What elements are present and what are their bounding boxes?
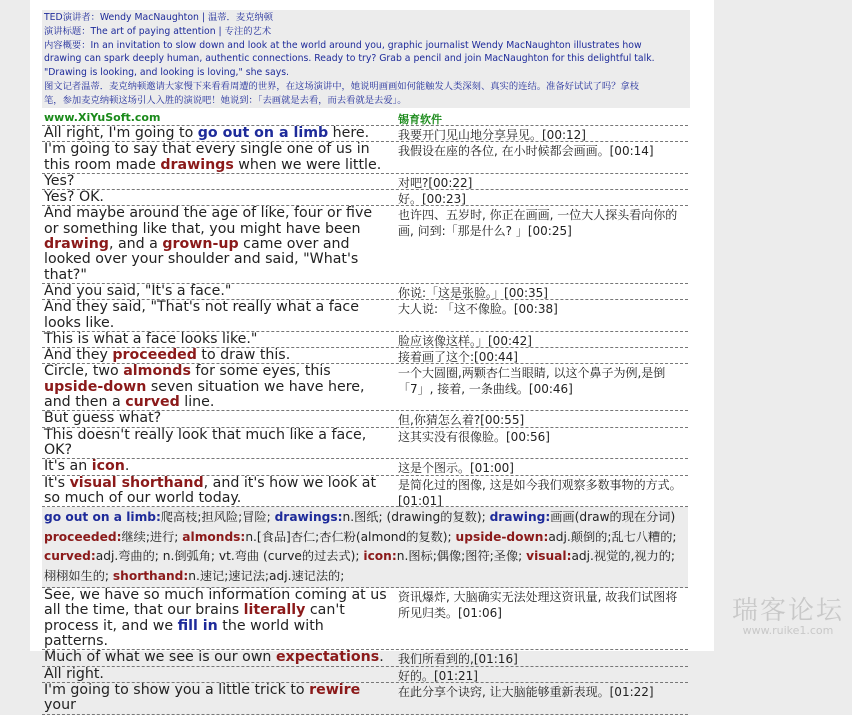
text-run: This doesn't really look that much like a face, OK? bbox=[44, 426, 367, 458]
keyword: upside-down bbox=[44, 378, 147, 395]
text-run: seven situation we have here, and then a bbox=[44, 378, 365, 411]
transcript-block-1 bbox=[42, 126, 688, 507]
keyword: shorthand: bbox=[112, 568, 189, 583]
chinese-line: 这是个图示。[01:00] bbox=[398, 461, 514, 476]
transcript-row bbox=[42, 126, 688, 142]
english-line bbox=[42, 206, 388, 282]
chinese-line: 也许四、五岁时, 你正在画画, 一位大人探头看向你的画, 问到:「那是什么? 」[00:25] bbox=[398, 208, 678, 239]
transcript-row bbox=[42, 650, 688, 666]
transcript-row bbox=[42, 300, 688, 332]
keyword: drawings: bbox=[274, 510, 343, 525]
keyword: drawing: bbox=[489, 510, 551, 525]
chinese-line: 是简化过的图像, 这是如今我们观察多数事物的方式。[01:01] bbox=[398, 477, 682, 508]
text-run: And they said, "That's not really what a face looks like. bbox=[44, 299, 359, 331]
watermark bbox=[732, 596, 844, 637]
chinese-line: 我假设在座的各位, 在小时候都会画画。[00:14] bbox=[398, 144, 654, 159]
english-line bbox=[42, 667, 388, 682]
chinese-line: 脸应该像这样。」[00:42] bbox=[398, 333, 532, 348]
text-run: I'm going to show you a little trick to bbox=[44, 681, 310, 698]
transcript-row bbox=[42, 588, 688, 650]
chinese-line: 好。[00:23] bbox=[398, 192, 466, 207]
text-run: here. bbox=[328, 125, 370, 141]
transcript-row bbox=[42, 190, 688, 206]
transcript-row bbox=[42, 206, 688, 283]
speaker-line: TED演讲者：Wendy MacNaughton | 温蒂．麦克纳顿 bbox=[44, 12, 274, 23]
text-run: your bbox=[44, 697, 76, 714]
text-run: All right. bbox=[44, 665, 104, 682]
english-line bbox=[42, 459, 388, 474]
text-run: adj.视觉的,视力的;栩栩如生的; bbox=[44, 549, 676, 583]
chinese-line: 我们所看到的,[01:16] bbox=[398, 652, 518, 667]
transcript-row bbox=[42, 174, 688, 190]
text-run: . bbox=[124, 458, 130, 475]
chinese-line: 资讯爆炸, 大脑确实无法处理这资讯量, 故我们试图将所见归类。[01:06] bbox=[398, 590, 678, 621]
english-line bbox=[42, 126, 388, 141]
text-run: 画画(draw的现在分词) bbox=[550, 510, 676, 525]
text-run: Yes? OK. bbox=[44, 189, 104, 206]
keyword: literally bbox=[243, 602, 306, 619]
english-line bbox=[42, 284, 388, 299]
keyword: drawings bbox=[160, 156, 234, 173]
transcript bbox=[42, 126, 688, 715]
site-link[interactable]: www.XiYuSoft.com bbox=[44, 111, 161, 124]
keyword: almonds: bbox=[182, 529, 246, 544]
text-run: the world with patterns. bbox=[44, 617, 324, 650]
transcript-row bbox=[42, 411, 688, 427]
english-line bbox=[42, 428, 388, 459]
keyword: go out on a limb bbox=[197, 125, 329, 141]
text-run: n.[食品]杏仁;杏仁粉(almond的复数); bbox=[245, 529, 456, 544]
transcript-row bbox=[42, 348, 688, 364]
transcript-row bbox=[42, 284, 688, 300]
transcript-row bbox=[42, 683, 688, 715]
text-run: See, we have so much information coming at us all the time, that our brains bbox=[44, 587, 387, 619]
keyword: go out on a limb: bbox=[44, 510, 161, 525]
text-run: . bbox=[379, 649, 384, 666]
text-run: , and a bbox=[108, 236, 163, 253]
keyword: visual shorthand bbox=[69, 474, 204, 491]
watermark-text: 瑞客论坛 bbox=[731, 596, 844, 626]
talk-info-header bbox=[42, 10, 690, 108]
english-line bbox=[42, 588, 388, 649]
text-run: to draw this. bbox=[196, 347, 291, 364]
text-run: And maybe around the age of like, four or five or something like that, you might have been bbox=[44, 205, 373, 237]
transcript-block-2 bbox=[42, 588, 688, 714]
keyword: almonds bbox=[123, 363, 191, 380]
document-page bbox=[30, 0, 714, 714]
english-line bbox=[42, 364, 388, 410]
text-run: came over and looked over your shoulder and said, "What's that?" bbox=[44, 236, 359, 283]
text-run: 继续;进行; bbox=[121, 529, 183, 544]
keyword: rewire bbox=[309, 681, 361, 698]
chinese-line: 我要开门见山地分享异见。[00:12] bbox=[398, 128, 586, 142]
text-run: , and it's how we look at so much of our world today. bbox=[44, 474, 377, 506]
transcript-row bbox=[42, 364, 688, 411]
keyword: icon bbox=[91, 458, 125, 475]
english-line bbox=[42, 650, 388, 665]
keyword: upside-down: bbox=[455, 529, 549, 544]
english-line bbox=[42, 174, 388, 189]
text-run: It's an bbox=[44, 458, 92, 475]
scrollbar-track[interactable] bbox=[714, 0, 730, 651]
chinese-line: 这其实没有很像脸。[00:56] bbox=[398, 429, 550, 444]
chinese-line: 接着画了这个:[00:44] bbox=[398, 350, 518, 365]
text-run: for some eyes, this bbox=[190, 363, 331, 380]
column-header bbox=[42, 110, 688, 126]
text-run: And you said, "It's a face." bbox=[44, 282, 232, 299]
text-run: n.速记;速记法;adj.速记法的; bbox=[188, 568, 345, 583]
text-run: can't process it, and we bbox=[44, 602, 345, 634]
english-line bbox=[42, 476, 388, 507]
keyword: fill in bbox=[177, 617, 218, 634]
keyword: icon: bbox=[363, 549, 397, 564]
english-line bbox=[42, 411, 388, 426]
text-run: adj.颠倒的;乱七八糟的; bbox=[548, 529, 677, 544]
chinese-line: 但,你猜怎么着?[00:55] bbox=[398, 413, 525, 428]
chinese-line: 你说:「这是张脸。」[00:35] bbox=[398, 285, 548, 300]
text-run: n.图标;偶像;图符;圣像; bbox=[396, 549, 527, 564]
brand-label: 锡育软件 bbox=[398, 113, 442, 126]
transcript-row bbox=[42, 332, 688, 348]
chinese-line: 大人说: 「这不像脸。[00:38] bbox=[398, 302, 558, 317]
text-run: And they bbox=[44, 347, 113, 364]
chinese-line: 好的。[01:21] bbox=[398, 668, 478, 683]
transcript-row bbox=[42, 142, 688, 174]
keyword: proceeded: bbox=[44, 529, 122, 544]
text-run: Much of what we see is our own bbox=[44, 649, 276, 666]
english-line bbox=[42, 142, 388, 173]
text-run: This is what a face looks like." bbox=[44, 330, 258, 347]
text-run: when we were little. bbox=[233, 156, 382, 173]
summary-line: drawing can spark deeply human, authentic connections. Ready to try? Grab a pencil and join MacNaughton for this delightful talk. bbox=[44, 53, 655, 65]
transcript-row bbox=[42, 459, 688, 475]
vocabulary-block bbox=[42, 507, 688, 588]
transcript-row bbox=[42, 428, 688, 460]
talk-title-line: 演讲标题：The art of paying attention | 专注的艺术 bbox=[44, 25, 272, 37]
english-line bbox=[42, 300, 388, 331]
keyword: drawing bbox=[44, 236, 109, 253]
watermark-url: www.ruike1.com bbox=[742, 624, 834, 637]
chinese-line: 一个大圆圈,两颗杏仁当眼睛, 以这个鼻子为例,是倒「7」, 接着, 一条曲线。[00:46] bbox=[398, 366, 666, 397]
summary-line: 内容概要：In an invitation to slow down and look at the world around you, graphic journalist Wendy MacNaughton illustrates how bbox=[44, 39, 642, 51]
text-run: adj.弯曲的; n.倒弧角; vt.弯曲 (curve的过去式); bbox=[95, 549, 364, 564]
text-run: n.图纸; (drawing的复数); bbox=[342, 510, 490, 525]
text-run: 爬高枝;担风险;冒险; bbox=[160, 510, 275, 525]
text-run: Circle, two bbox=[44, 363, 124, 380]
keyword: expectations bbox=[275, 649, 380, 666]
text-run: I'm going to say that every single one of us in this room made bbox=[44, 141, 370, 173]
text-run: Yes? bbox=[44, 172, 75, 189]
keyword: proceeded bbox=[112, 347, 197, 364]
summary-line: "Drawing is looking, and looking is loving," she says. bbox=[44, 67, 289, 79]
english-line bbox=[42, 190, 388, 205]
keyword: grown-up bbox=[162, 236, 239, 253]
chinese-line: 对吧?[00:22] bbox=[398, 175, 473, 190]
english-line bbox=[42, 683, 388, 714]
text-run: All right, I'm going to bbox=[44, 125, 198, 141]
chinese-line: 在此分享个诀窍, 让大脑能够重新表现。[01:22] bbox=[398, 684, 654, 699]
transcript-row bbox=[42, 667, 688, 683]
english-line bbox=[42, 332, 388, 347]
summary-zh-line: 图文记者温蒂．麦克纳顿邀请大家慢下来看看周遭的世界，在这场演讲中，她说明画画如何能触发人类深刻、真实的连结。准备好试试了吗？拿枝 bbox=[44, 80, 640, 92]
keyword: curved bbox=[125, 394, 180, 411]
text-run: It's bbox=[44, 474, 70, 491]
transcript-row bbox=[42, 476, 688, 508]
keyword: visual: bbox=[526, 549, 572, 564]
text-run: But guess what? bbox=[44, 410, 162, 427]
text-run: line. bbox=[179, 394, 215, 411]
keyword: curved: bbox=[44, 549, 96, 564]
summary-zh-line: 笔，参加麦克纳顿这场引人入胜的演说吧！她说到：「去画就是去看，而去看就是去爱」。 bbox=[44, 94, 407, 106]
english-line bbox=[42, 348, 388, 363]
